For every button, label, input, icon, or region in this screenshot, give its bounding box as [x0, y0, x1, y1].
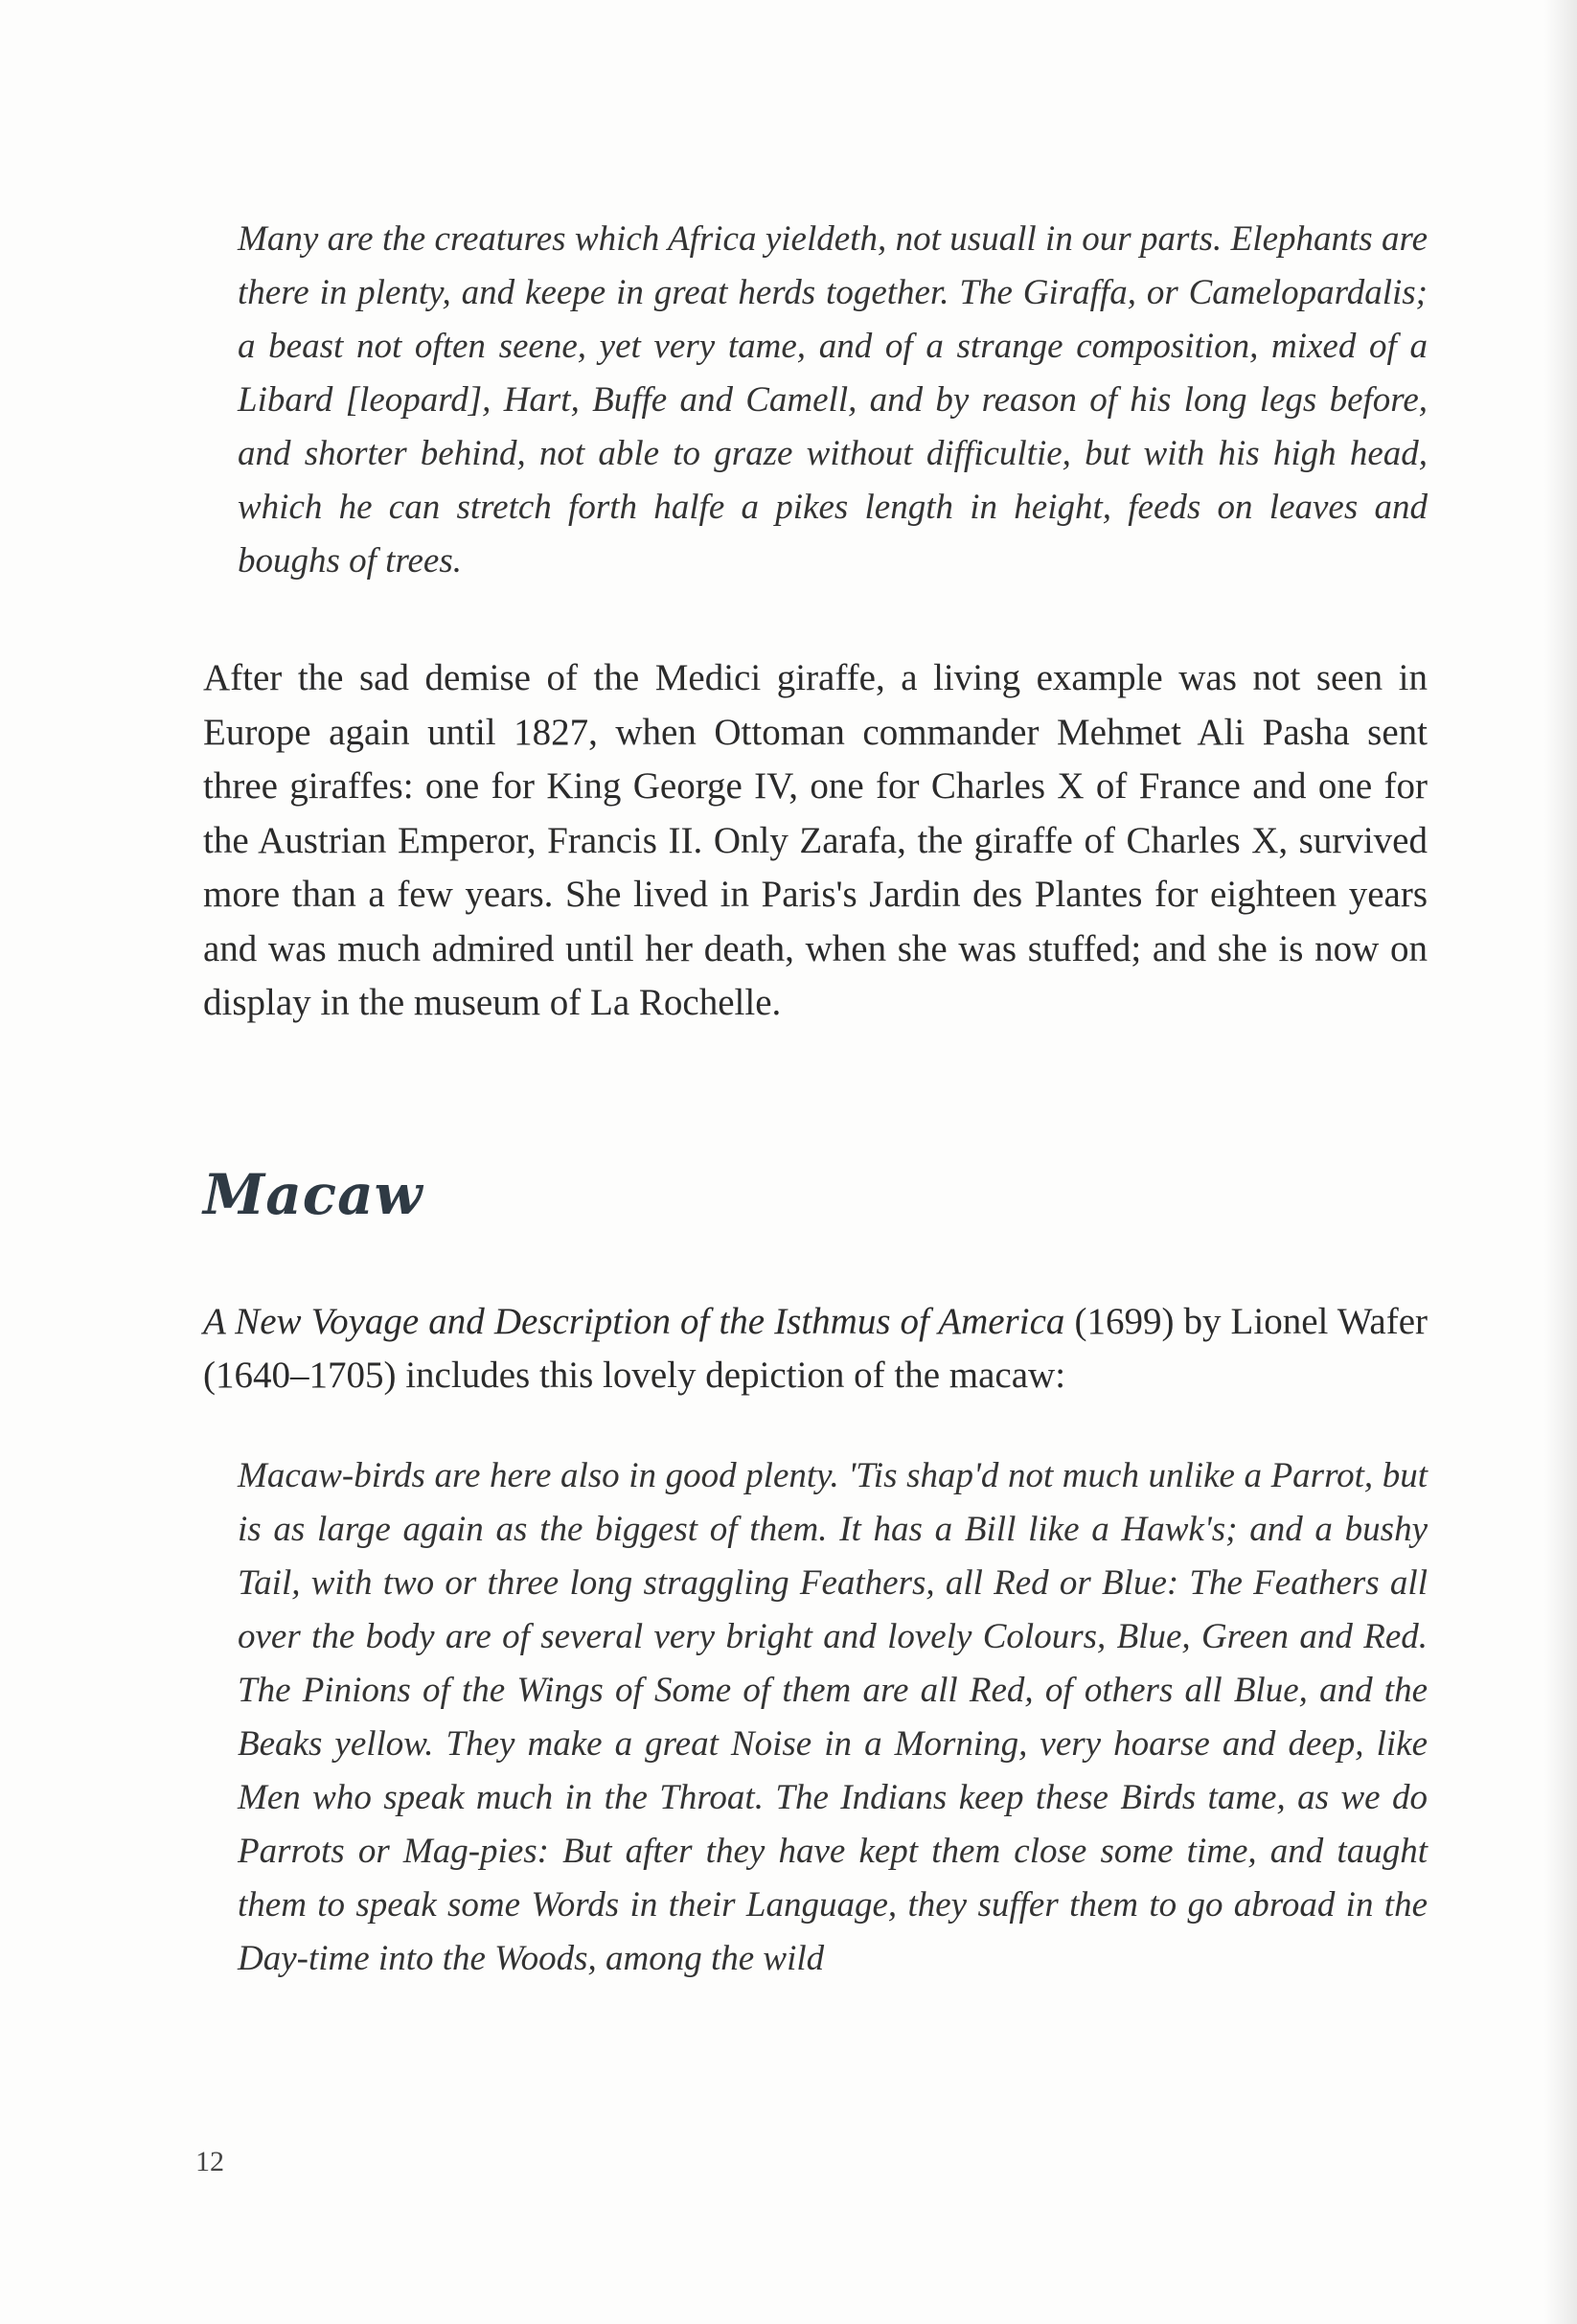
section-title-macaw: Macaw	[203, 1161, 423, 1227]
page-content	[203, 201, 1428, 1986]
giraffe-paragraph: After the sad demise of the Medici giraffe, a living example was not seen in Europe again until 1827, when Ottoman commander Mehmet Ali Pasha sent three giraffes: one for King George IV, one for Charles X of France and one for the Austrian Emperor, Francis II. Only Zarafa, the giraffe of Charles X, survived more than a few years. She lived in Paris's Jardin des Plantes for eighteen years and was much admired until her death, when she was stuffed; and she is now on display in the museum of La Rochelle.	[203, 657, 1428, 1023]
macaw-quote: Macaw-birds are here also in good plenty. 'Tis shap'd not much unlike a Parrot, but is as large again as the biggest of them. It has a Bill like a Hawk's; and a bushy Tail, with two or three long straggling Feathers, all Red or Blue: The Feathers all over the body are of several very bright and lovely Colours, Blue, Green and Red. The Pinions of the Wings of Some of them are all Red, of others all Blue, and the Beaks yellow. They make a great Noise in a Morning, very hoarse and deep, like Men who speak much in the Throat. The Indians keep these Birds tame, as we do Parrots or Mag-pies: But after they have kept them close some time, and taught them to speak some Words in their Language, they suffer them to go abroad in the Day-time into the Woods, among the wild	[238, 1455, 1428, 1978]
macaw-intro	[203, 1295, 1428, 1403]
page-edge-shadow	[1544, 0, 1577, 2324]
book-title: A New Voyage and Description of the Isthmus of America	[203, 1300, 1065, 1342]
giraffe-quote: Many are the creatures which Africa yieldeth, not usuall in our parts. Elephants are there in plenty, and keepe in great herds together. The Giraffa, or Camelopardalis; a beast not often seene, yet very tame, and of a strange composition, mixed of a Libard [leopard], Hart, Buffe and Camell, and by reason of his long legs before, and shorter behind, not able to graze without difficultie, but with his high head, which he can stretch forth halfe a pikes length in height, feeds on leaves and boughs of trees.	[238, 219, 1428, 581]
page-number: 12	[195, 2146, 224, 2177]
macaw-intro-text: (1699) by Lionel Wafer (1640–1705) includes this lovely depiction of the macaw:	[203, 1300, 1428, 1396]
